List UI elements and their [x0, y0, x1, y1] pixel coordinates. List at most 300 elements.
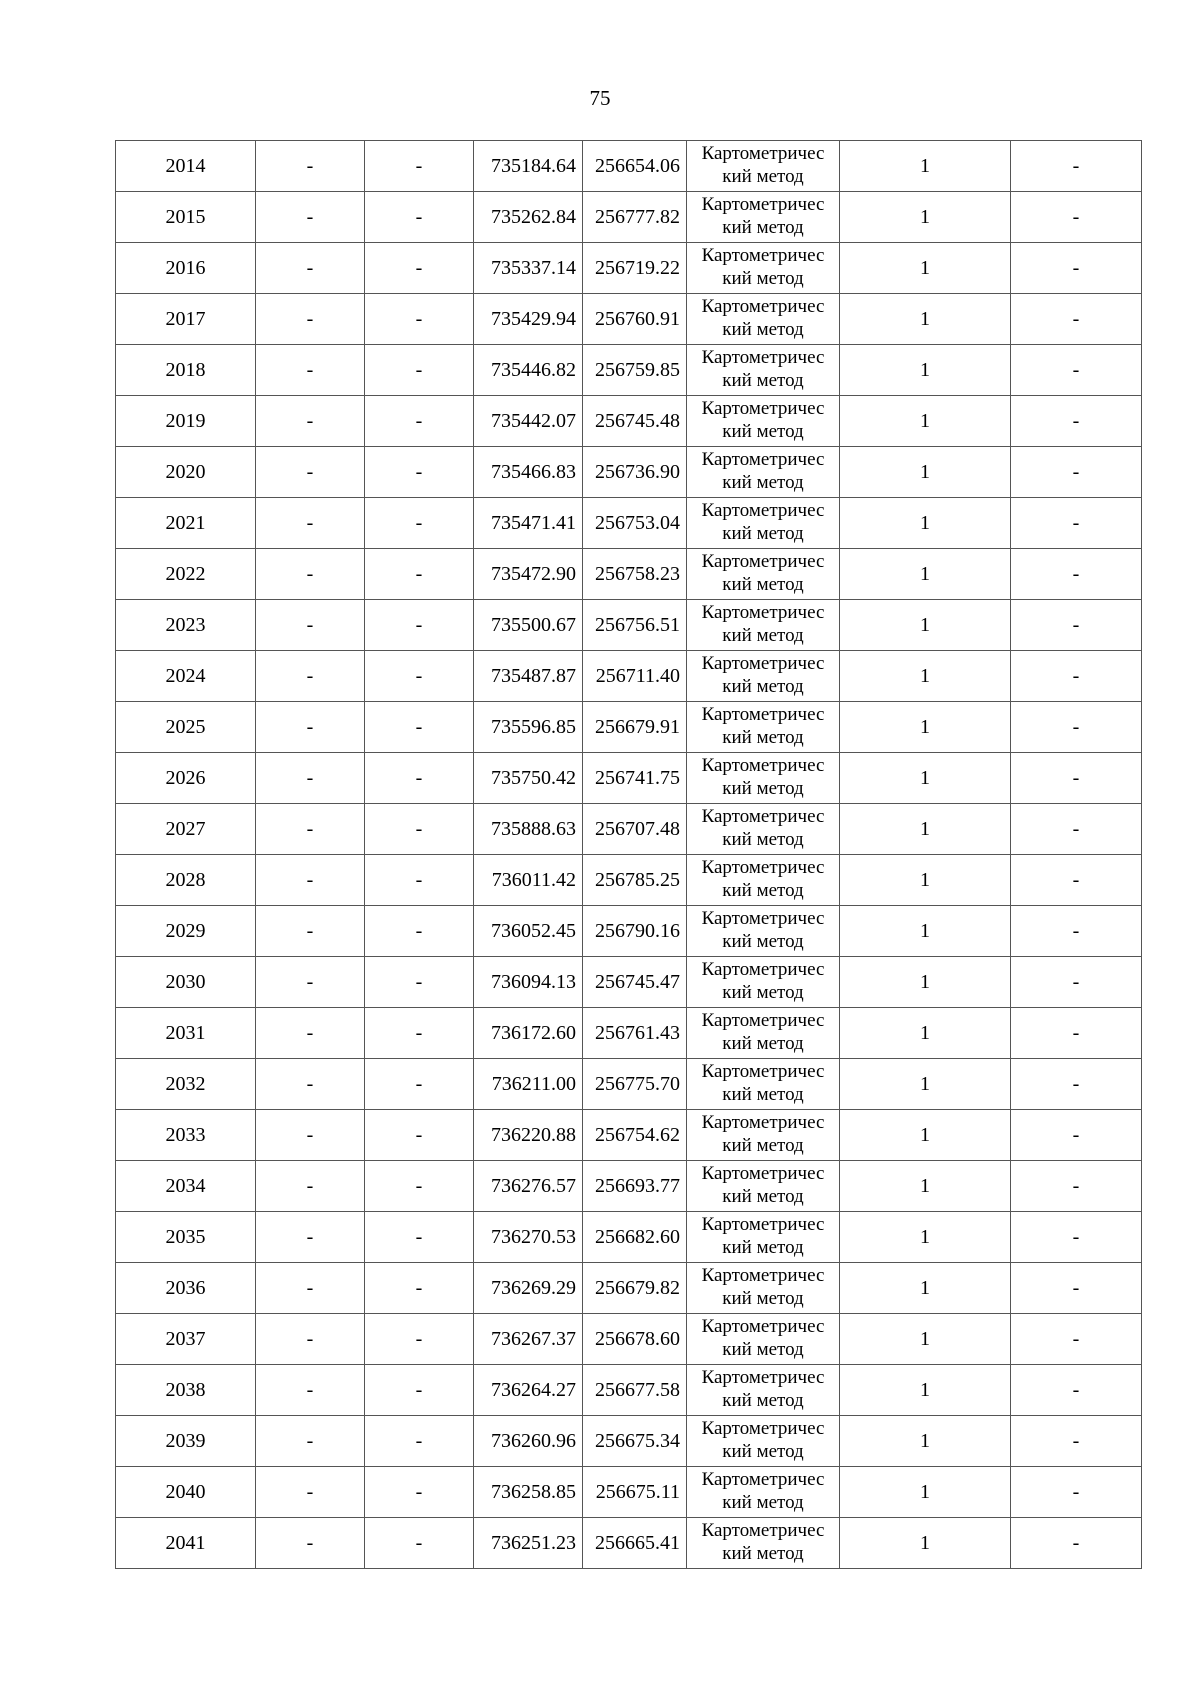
point-number-cell: 2036	[116, 1263, 256, 1314]
empty-dash-cell: -	[256, 192, 365, 243]
table-row	[116, 294, 1142, 345]
method-cell	[687, 1365, 840, 1416]
method-cell	[687, 1263, 840, 1314]
empty-dash-cell: -	[256, 1416, 365, 1467]
empty-dash-cell: -	[365, 1416, 474, 1467]
method-cell	[687, 1518, 840, 1569]
empty-dash-cell: -	[256, 1008, 365, 1059]
table-row	[116, 141, 1142, 192]
x-coordinate-cell: 735262.84	[474, 192, 583, 243]
empty-dash-cell: -	[365, 1110, 474, 1161]
method-line: кий метод	[722, 829, 804, 850]
empty-dash-cell: -	[256, 1518, 365, 1569]
empty-dash-cell: -	[256, 1314, 365, 1365]
note-dash-cell: -	[1011, 1314, 1142, 1365]
empty-dash-cell: -	[256, 1161, 365, 1212]
note-dash-cell: -	[1011, 1467, 1142, 1518]
accuracy-cell: 1	[840, 345, 1011, 396]
note-dash-cell: -	[1011, 906, 1142, 957]
empty-dash-cell: -	[365, 600, 474, 651]
method-line: кий метод	[722, 523, 804, 544]
method-line: кий метод	[722, 217, 804, 238]
point-number-cell: 2032	[116, 1059, 256, 1110]
table-row	[116, 1059, 1142, 1110]
method-cell	[687, 396, 840, 447]
table-row	[116, 345, 1142, 396]
method-cell	[687, 906, 840, 957]
method-line: кий метод	[722, 1390, 804, 1411]
method-cell	[687, 345, 840, 396]
accuracy-cell: 1	[840, 906, 1011, 957]
y-coordinate-cell: 256682.60	[583, 1212, 687, 1263]
method-line: Картометричес	[701, 143, 825, 165]
empty-dash-cell: -	[256, 345, 365, 396]
method-line: кий метод	[722, 778, 804, 799]
note-dash-cell: -	[1011, 447, 1142, 498]
x-coordinate-cell: 736211.00	[474, 1059, 583, 1110]
empty-dash-cell: -	[256, 651, 365, 702]
table-row	[116, 600, 1142, 651]
table-row	[116, 1365, 1142, 1416]
empty-dash-cell: -	[365, 396, 474, 447]
x-coordinate-cell: 735500.67	[474, 600, 583, 651]
method-line: кий метод	[722, 370, 804, 391]
accuracy-cell: 1	[840, 1212, 1011, 1263]
table-row	[116, 1518, 1142, 1569]
table-row	[116, 1110, 1142, 1161]
accuracy-cell: 1	[840, 396, 1011, 447]
point-number-cell: 2035	[116, 1212, 256, 1263]
table-body	[116, 141, 1142, 1569]
method-cell	[687, 141, 840, 192]
method-line: кий метод	[722, 421, 804, 442]
method-line: Картометричес	[701, 1010, 825, 1032]
point-number-cell: 2026	[116, 753, 256, 804]
empty-dash-cell: -	[365, 1161, 474, 1212]
method-line: Картометричес	[701, 959, 825, 981]
y-coordinate-cell: 256745.48	[583, 396, 687, 447]
method-line: Картометричес	[701, 1163, 825, 1185]
empty-dash-cell: -	[365, 1314, 474, 1365]
accuracy-cell: 1	[840, 957, 1011, 1008]
table-row	[116, 957, 1142, 1008]
y-coordinate-cell: 256711.40	[583, 651, 687, 702]
point-number-cell: 2038	[116, 1365, 256, 1416]
method-cell	[687, 1212, 840, 1263]
note-dash-cell: -	[1011, 243, 1142, 294]
x-coordinate-cell: 736258.85	[474, 1467, 583, 1518]
accuracy-cell: 1	[840, 753, 1011, 804]
empty-dash-cell: -	[365, 753, 474, 804]
empty-dash-cell: -	[365, 1008, 474, 1059]
method-cell	[687, 753, 840, 804]
note-dash-cell: -	[1011, 753, 1142, 804]
method-line: Картометричес	[701, 245, 825, 267]
accuracy-cell: 1	[840, 1365, 1011, 1416]
method-cell	[687, 651, 840, 702]
method-line: Картометричес	[701, 449, 825, 471]
empty-dash-cell: -	[256, 1110, 365, 1161]
y-coordinate-cell: 256741.75	[583, 753, 687, 804]
empty-dash-cell: -	[256, 549, 365, 600]
method-cell	[687, 600, 840, 651]
method-line: кий метод	[722, 931, 804, 952]
y-coordinate-cell: 256675.34	[583, 1416, 687, 1467]
empty-dash-cell: -	[256, 498, 365, 549]
table-row	[116, 1467, 1142, 1518]
point-number-cell: 2024	[116, 651, 256, 702]
empty-dash-cell: -	[365, 957, 474, 1008]
accuracy-cell: 1	[840, 1008, 1011, 1059]
empty-dash-cell: -	[256, 141, 365, 192]
method-line: Картометричес	[701, 1265, 825, 1287]
accuracy-cell: 1	[840, 192, 1011, 243]
empty-dash-cell: -	[365, 1518, 474, 1569]
method-line: Картометричес	[701, 755, 825, 777]
x-coordinate-cell: 736269.29	[474, 1263, 583, 1314]
y-coordinate-cell: 256679.91	[583, 702, 687, 753]
accuracy-cell: 1	[840, 1059, 1011, 1110]
note-dash-cell: -	[1011, 957, 1142, 1008]
y-coordinate-cell: 256675.11	[583, 1467, 687, 1518]
note-dash-cell: -	[1011, 294, 1142, 345]
method-cell	[687, 498, 840, 549]
x-coordinate-cell: 736052.45	[474, 906, 583, 957]
method-line: кий метод	[722, 676, 804, 697]
accuracy-cell: 1	[840, 804, 1011, 855]
method-line: кий метод	[722, 625, 804, 646]
note-dash-cell: -	[1011, 1059, 1142, 1110]
method-line: кий метод	[722, 1084, 804, 1105]
empty-dash-cell: -	[256, 600, 365, 651]
x-coordinate-cell: 736260.96	[474, 1416, 583, 1467]
empty-dash-cell: -	[365, 192, 474, 243]
table-row	[116, 1416, 1142, 1467]
method-line: Картометричес	[701, 500, 825, 522]
y-coordinate-cell: 256790.16	[583, 906, 687, 957]
method-line: Картометричес	[701, 347, 825, 369]
method-cell	[687, 192, 840, 243]
point-number-cell: 2031	[116, 1008, 256, 1059]
y-coordinate-cell: 256754.62	[583, 1110, 687, 1161]
empty-dash-cell: -	[256, 396, 365, 447]
y-coordinate-cell: 256758.23	[583, 549, 687, 600]
y-coordinate-cell: 256775.70	[583, 1059, 687, 1110]
method-line: кий метод	[722, 319, 804, 340]
empty-dash-cell: -	[256, 957, 365, 1008]
y-coordinate-cell: 256719.22	[583, 243, 687, 294]
point-number-cell: 2028	[116, 855, 256, 906]
method-line: Картометричес	[701, 194, 825, 216]
table-row	[116, 192, 1142, 243]
method-cell	[687, 447, 840, 498]
method-line: Картометричес	[701, 908, 825, 930]
empty-dash-cell: -	[365, 1263, 474, 1314]
x-coordinate-cell: 736172.60	[474, 1008, 583, 1059]
method-line: Картометричес	[701, 551, 825, 573]
empty-dash-cell: -	[256, 804, 365, 855]
empty-dash-cell: -	[365, 498, 474, 549]
method-cell	[687, 294, 840, 345]
table-row	[116, 651, 1142, 702]
empty-dash-cell: -	[256, 1212, 365, 1263]
note-dash-cell: -	[1011, 1365, 1142, 1416]
y-coordinate-cell: 256679.82	[583, 1263, 687, 1314]
y-coordinate-cell: 256745.47	[583, 957, 687, 1008]
method-line: кий метод	[722, 880, 804, 901]
empty-dash-cell: -	[365, 804, 474, 855]
method-cell	[687, 549, 840, 600]
method-cell	[687, 243, 840, 294]
method-cell	[687, 1008, 840, 1059]
method-line: Картометричес	[701, 857, 825, 879]
method-cell	[687, 957, 840, 1008]
note-dash-cell: -	[1011, 549, 1142, 600]
method-line: кий метод	[722, 574, 804, 595]
point-number-cell: 2023	[116, 600, 256, 651]
point-number-cell: 2019	[116, 396, 256, 447]
note-dash-cell: -	[1011, 804, 1142, 855]
x-coordinate-cell: 736264.27	[474, 1365, 583, 1416]
note-dash-cell: -	[1011, 396, 1142, 447]
accuracy-cell: 1	[840, 600, 1011, 651]
empty-dash-cell: -	[256, 753, 365, 804]
method-line: кий метод	[722, 982, 804, 1003]
table-row	[116, 1263, 1142, 1314]
y-coordinate-cell: 256736.90	[583, 447, 687, 498]
y-coordinate-cell: 256761.43	[583, 1008, 687, 1059]
x-coordinate-cell: 735337.14	[474, 243, 583, 294]
table-row	[116, 702, 1142, 753]
table-row	[116, 447, 1142, 498]
empty-dash-cell: -	[256, 855, 365, 906]
method-line: кий метод	[722, 472, 804, 493]
method-line: кий метод	[722, 1033, 804, 1054]
accuracy-cell: 1	[840, 1467, 1011, 1518]
point-number-cell: 2022	[116, 549, 256, 600]
x-coordinate-cell: 735446.82	[474, 345, 583, 396]
accuracy-cell: 1	[840, 1110, 1011, 1161]
method-line: Картометричес	[701, 1061, 825, 1083]
method-cell	[687, 1161, 840, 1212]
note-dash-cell: -	[1011, 498, 1142, 549]
y-coordinate-cell: 256654.06	[583, 141, 687, 192]
accuracy-cell: 1	[840, 141, 1011, 192]
empty-dash-cell: -	[365, 855, 474, 906]
table-row	[116, 855, 1142, 906]
table-row	[116, 396, 1142, 447]
x-coordinate-cell: 735466.83	[474, 447, 583, 498]
accuracy-cell: 1	[840, 1416, 1011, 1467]
empty-dash-cell: -	[365, 651, 474, 702]
empty-dash-cell: -	[365, 447, 474, 498]
empty-dash-cell: -	[365, 1212, 474, 1263]
x-coordinate-cell: 735750.42	[474, 753, 583, 804]
empty-dash-cell: -	[365, 1467, 474, 1518]
accuracy-cell: 1	[840, 294, 1011, 345]
method-cell	[687, 702, 840, 753]
accuracy-cell: 1	[840, 1518, 1011, 1569]
accuracy-cell: 1	[840, 702, 1011, 753]
point-number-cell: 2025	[116, 702, 256, 753]
method-line: кий метод	[722, 1186, 804, 1207]
note-dash-cell: -	[1011, 855, 1142, 906]
method-line: Картометричес	[701, 1214, 825, 1236]
empty-dash-cell: -	[365, 345, 474, 396]
empty-dash-cell: -	[256, 243, 365, 294]
point-number-cell: 2033	[116, 1110, 256, 1161]
empty-dash-cell: -	[256, 1263, 365, 1314]
empty-dash-cell: -	[365, 549, 474, 600]
table-row	[116, 1161, 1142, 1212]
method-line: Картометричес	[701, 704, 825, 726]
y-coordinate-cell: 256753.04	[583, 498, 687, 549]
note-dash-cell: -	[1011, 651, 1142, 702]
table-row	[116, 753, 1142, 804]
accuracy-cell: 1	[840, 651, 1011, 702]
point-number-cell: 2041	[116, 1518, 256, 1569]
y-coordinate-cell: 256665.41	[583, 1518, 687, 1569]
x-coordinate-cell: 736267.37	[474, 1314, 583, 1365]
method-line: Картометричес	[701, 1469, 825, 1491]
method-cell	[687, 1416, 840, 1467]
empty-dash-cell: -	[365, 1059, 474, 1110]
note-dash-cell: -	[1011, 600, 1142, 651]
y-coordinate-cell: 256707.48	[583, 804, 687, 855]
y-coordinate-cell: 256756.51	[583, 600, 687, 651]
empty-dash-cell: -	[256, 1365, 365, 1416]
method-cell	[687, 855, 840, 906]
method-line: Картометричес	[701, 653, 825, 675]
x-coordinate-cell: 736094.13	[474, 957, 583, 1008]
method-line: кий метод	[722, 1237, 804, 1258]
accuracy-cell: 1	[840, 498, 1011, 549]
point-number-cell: 2015	[116, 192, 256, 243]
note-dash-cell: -	[1011, 1110, 1142, 1161]
empty-dash-cell: -	[365, 906, 474, 957]
empty-dash-cell: -	[365, 1365, 474, 1416]
note-dash-cell: -	[1011, 192, 1142, 243]
note-dash-cell: -	[1011, 345, 1142, 396]
method-line: кий метод	[722, 1135, 804, 1156]
y-coordinate-cell: 256693.77	[583, 1161, 687, 1212]
point-number-cell: 2034	[116, 1161, 256, 1212]
empty-dash-cell: -	[256, 702, 365, 753]
method-line: кий метод	[722, 1339, 804, 1360]
method-cell	[687, 1314, 840, 1365]
method-line: кий метод	[722, 166, 804, 187]
method-line: кий метод	[722, 268, 804, 289]
table-row	[116, 1008, 1142, 1059]
point-number-cell: 2016	[116, 243, 256, 294]
y-coordinate-cell: 256759.85	[583, 345, 687, 396]
point-number-cell: 2030	[116, 957, 256, 1008]
note-dash-cell: -	[1011, 1416, 1142, 1467]
note-dash-cell: -	[1011, 141, 1142, 192]
note-dash-cell: -	[1011, 1518, 1142, 1569]
point-number-cell: 2027	[116, 804, 256, 855]
empty-dash-cell: -	[256, 294, 365, 345]
point-number-cell: 2029	[116, 906, 256, 957]
empty-dash-cell: -	[256, 906, 365, 957]
method-line: кий метод	[722, 1492, 804, 1513]
x-coordinate-cell: 736276.57	[474, 1161, 583, 1212]
table-row	[116, 1314, 1142, 1365]
x-coordinate-cell: 736011.42	[474, 855, 583, 906]
point-number-cell: 2040	[116, 1467, 256, 1518]
empty-dash-cell: -	[256, 1467, 365, 1518]
method-line: Картометричес	[701, 398, 825, 420]
x-coordinate-cell: 735596.85	[474, 702, 583, 753]
point-number-cell: 2039	[116, 1416, 256, 1467]
point-number-cell: 2037	[116, 1314, 256, 1365]
accuracy-cell: 1	[840, 1263, 1011, 1314]
table-row	[116, 906, 1142, 957]
point-number-cell: 2020	[116, 447, 256, 498]
y-coordinate-cell: 256785.25	[583, 855, 687, 906]
x-coordinate-cell: 735487.87	[474, 651, 583, 702]
accuracy-cell: 1	[840, 1161, 1011, 1212]
empty-dash-cell: -	[365, 141, 474, 192]
empty-dash-cell: -	[256, 1059, 365, 1110]
method-cell	[687, 1110, 840, 1161]
accuracy-cell: 1	[840, 549, 1011, 600]
method-line: Картометричес	[701, 1112, 825, 1134]
point-number-cell: 2018	[116, 345, 256, 396]
x-coordinate-cell: 735471.41	[474, 498, 583, 549]
x-coordinate-cell: 735888.63	[474, 804, 583, 855]
accuracy-cell: 1	[840, 1314, 1011, 1365]
method-line: Картометричес	[701, 296, 825, 318]
empty-dash-cell: -	[365, 294, 474, 345]
page-number: 75	[589, 86, 611, 110]
y-coordinate-cell: 256678.60	[583, 1314, 687, 1365]
x-coordinate-cell: 735442.07	[474, 396, 583, 447]
note-dash-cell: -	[1011, 702, 1142, 753]
empty-dash-cell: -	[365, 243, 474, 294]
note-dash-cell: -	[1011, 1212, 1142, 1263]
coordinates-table	[115, 140, 1142, 1569]
method-cell	[687, 1059, 840, 1110]
x-coordinate-cell: 735184.64	[474, 141, 583, 192]
table-row	[116, 498, 1142, 549]
x-coordinate-cell: 736251.23	[474, 1518, 583, 1569]
note-dash-cell: -	[1011, 1161, 1142, 1212]
table-row	[116, 804, 1142, 855]
method-cell	[687, 804, 840, 855]
method-line: кий метод	[722, 727, 804, 748]
point-number-cell: 2021	[116, 498, 256, 549]
empty-dash-cell: -	[365, 702, 474, 753]
accuracy-cell: 1	[840, 855, 1011, 906]
method-line: кий метод	[722, 1288, 804, 1309]
note-dash-cell: -	[1011, 1263, 1142, 1314]
method-line: Картометричес	[701, 1367, 825, 1389]
x-coordinate-cell: 735472.90	[474, 549, 583, 600]
method-line: Картометричес	[701, 1316, 825, 1338]
method-line: Картометричес	[701, 1418, 825, 1440]
method-cell	[687, 1467, 840, 1518]
accuracy-cell: 1	[840, 243, 1011, 294]
y-coordinate-cell: 256677.58	[583, 1365, 687, 1416]
y-coordinate-cell: 256760.91	[583, 294, 687, 345]
x-coordinate-cell: 736220.88	[474, 1110, 583, 1161]
point-number-cell: 2014	[116, 141, 256, 192]
empty-dash-cell: -	[256, 447, 365, 498]
table-row	[116, 549, 1142, 600]
method-line: кий метод	[722, 1543, 804, 1564]
accuracy-cell: 1	[840, 447, 1011, 498]
